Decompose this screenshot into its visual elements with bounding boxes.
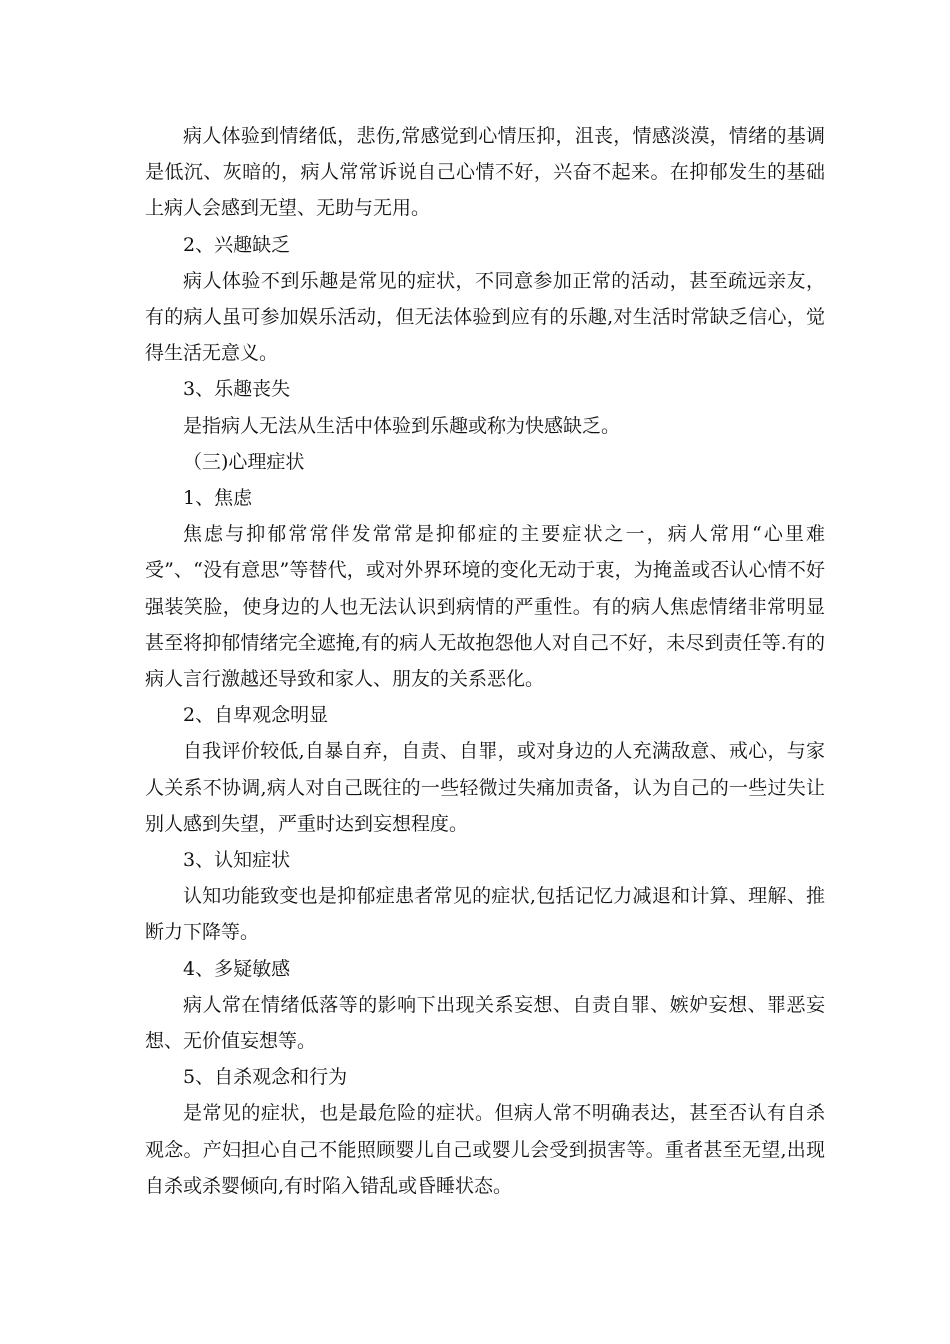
paragraph-anxiety: 焦虑与抑郁常常伴发常常是抑郁症的主要症状之一，病人常用“心里难受”、“没有意思”等替代，或对外界环境的变化无动于衷，为掩盖或否认心情不好强装笑脸，使身边的人也无法认识到病情的严重性。有的病人焦虑情绪非常明显甚至将抑郁情绪完全遮掩,有的病人无故抱怨他人对自己不好，未尽到责任等.有的病人言行激越还导致和家人、朋友的关系恶化。: [145, 523, 825, 691]
paragraph-anhedonia: 是指病人无法从生活中体验到乐趣或称为快感缺乏。: [183, 414, 621, 437]
heading-low-self-esteem: 2、自卑观念明显: [183, 704, 329, 727]
paragraph-suspicion: 病人常在情绪低落等的影响下出现关系妄想、自责自罪、嫉妒妄想、罪恶妄想、无价值妄想等。: [145, 993, 825, 1053]
paragraph-suicidal-ideation: 是常见的症状，也是最危险的症状。但病人常不明确表达，甚至否认有自杀观念。产妇担心自己不能照顾婴儿自己或婴儿会受到损害等。重者甚至无望,出现自杀或杀婴倾向,有时陷入错乱或昏睡状态。: [145, 1102, 825, 1197]
paragraph-cognitive-symptoms: 认知功能致变也是抑郁症患者常见的症状,包括记忆力减退和计算、理解、推断力下降等。: [145, 885, 825, 944]
paragraph-low-self-esteem: 自我评价较低,自暴自弃，自责、自罪，或对身边的人充满敌意、戒心，与家人关系不协调,病人对自己既往的一些轻微过失痛加责备，认为自己的一些过失让别人感到失望，严重时达到妄想程度。: [145, 740, 825, 835]
paragraph-lack-of-interest: 病人体验不到乐趣是常见的症状，不同意参加正常的活动，甚至疏远亲友，有的病人虽可参加娱乐活动，但无法体验到应有的乐趣,对生活时常缺乏信心，觉得生活无意义。: [145, 269, 825, 365]
heading-anhedonia: 3、乐趣丧失: [183, 378, 291, 401]
heading-lack-of-interest: 2、兴趣缺乏: [183, 233, 291, 256]
paragraph-mood-low: 病人体验到情绪低，悲伤,常感觉到心情压抑，沮丧，情感淡漠，情绪的基调是低沉、灰暗的，病人常常诉说自己心情不好，兴奋不起来。在抑郁发生的基础上病人会感到无望、无助与无用。: [145, 125, 825, 220]
heading-suicidal-ideation: 5、自杀观念和行为: [183, 1066, 348, 1089]
heading-cognitive-symptoms: 3、认知症状: [183, 849, 291, 872]
heading-psychological-symptoms: （三)心理症状: [183, 450, 305, 473]
heading-suspicion: 4、多疑敏感: [183, 957, 291, 980]
heading-anxiety: 1、焦虑: [183, 487, 253, 510]
document-page: [145, 118, 825, 1204]
